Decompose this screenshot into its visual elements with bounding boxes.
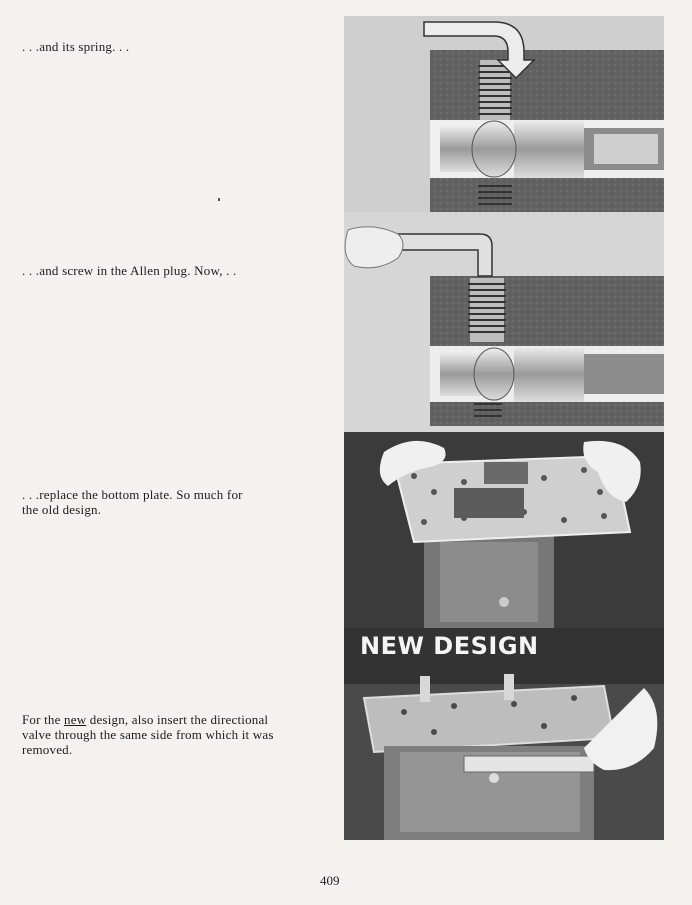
new-design-label: NEW DESIGN: [360, 632, 539, 660]
caption-new-design-emphasis: new: [64, 712, 87, 727]
caption-spring: [22, 39, 322, 54]
caption-new-design-text-c: design, also insert the directional: [86, 712, 269, 727]
stray-mark: [218, 198, 220, 201]
photo-new-design: [344, 628, 664, 840]
photo-allen-plug: [344, 212, 664, 432]
caption-new-design-line-1: [22, 712, 322, 727]
caption-bottom-plate-line-1: . . .replace the bottom plate. So much for: [22, 487, 243, 502]
caption-spring-text: . . .and its spring. . .: [22, 39, 130, 54]
caption-new-design-line-2: valve through the same side from which it was: [22, 727, 274, 742]
caption-bottom-plate-line-2: the old design.: [22, 502, 102, 517]
caption-allen-plug: [22, 263, 322, 278]
caption-new-design-text-a: For the: [22, 712, 65, 727]
page-number: 409: [320, 873, 340, 888]
photo-bottom-plate: [344, 432, 664, 628]
bottom-plate-illustration: [344, 432, 664, 628]
caption-allen-plug-text: . . .and screw in the Allen plug. Now, . .: [22, 263, 237, 278]
caption-new-design-line-3: removed.: [22, 742, 73, 757]
caption-bottom-plate: [22, 487, 322, 517]
allen-plug-illustration: [344, 212, 664, 432]
spring-cutaway-illustration: [344, 16, 664, 212]
caption-new-design: [22, 712, 322, 757]
photo-spring-cutaway: [344, 16, 664, 212]
